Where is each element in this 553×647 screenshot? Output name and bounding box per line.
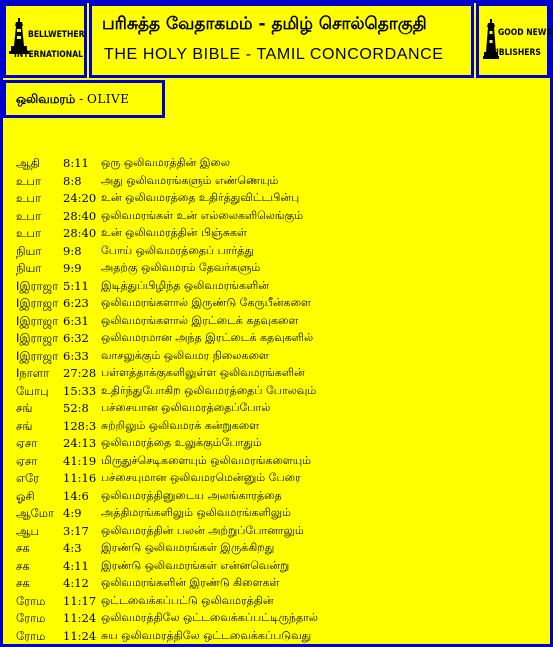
verse-book: உபா: [16, 226, 41, 240]
verse-book: சக: [16, 541, 30, 555]
verse-reference: 5:11: [63, 278, 89, 293]
bellwether-logo-line1: BELLWETHER: [28, 30, 85, 40]
verse-book: Iஇராஜா: [16, 296, 59, 310]
verse-row: [16, 244, 546, 262]
verse-row: [16, 366, 546, 384]
verse-reference: 11:16: [63, 471, 97, 485]
verse-text: இடித்துப்பிழிந்த ஒலிவமரங்களின்: [101, 278, 269, 292]
topic-separator: -: [79, 92, 84, 106]
verse-row: [16, 611, 546, 629]
verse-reference: 24:13: [63, 436, 97, 450]
verse-text: அதற்கு ஒலிவமரம் தேவர்களும்: [101, 261, 261, 274]
verse-reference: 8:8: [63, 173, 82, 188]
verse-list: [16, 156, 546, 646]
verse-book: ரோம: [16, 593, 46, 608]
verse-row: [16, 279, 546, 297]
verse-text: இரண்டு ஒலிவமரங்கள் இருக்கிறது: [101, 541, 275, 554]
verse-book: ரோம: [16, 628, 46, 643]
verse-row: [16, 629, 546, 647]
verse-reference: 6:31: [63, 313, 89, 328]
verse-book: ஓசி: [16, 488, 35, 503]
verse-book: சங்: [16, 418, 33, 433]
page-title-english: THE HOLY BIBLE - TAMIL CONCORDANCE: [104, 46, 444, 63]
verse-text: ஒலிவமரத்திலே ஒட்டவைக்கப்பட்டிருந்தால்: [101, 611, 319, 624]
verse-reference: 11:24: [63, 611, 97, 625]
verse-reference: 9:8: [63, 243, 82, 258]
verse-book: ரோம: [16, 611, 46, 625]
verse-row: [16, 209, 546, 227]
verse-text: உன் ஒலிவமரத்தை உதிர்த்துவிட்டபின்பு: [101, 191, 300, 204]
verse-reference: 9:9: [63, 261, 82, 275]
verse-book: ஏசா: [16, 453, 38, 468]
verse-row: [16, 419, 546, 437]
verse-reference: 28:40: [63, 226, 97, 240]
verse-text: பச்சையுமான ஒலிவமரமென்னும் பேரை: [101, 471, 301, 484]
verse-text: ஒலிவமரத்தை உலுக்கும்போதும்: [101, 436, 262, 449]
verse-book: உபா: [16, 173, 41, 188]
verse-row: [16, 436, 546, 454]
verse-book: சங்: [16, 401, 33, 415]
verse-book: நியா: [16, 261, 42, 275]
verse-text: ஒலிவமரமான அந்த இரட்டைக் கதவுகளில்: [101, 331, 314, 344]
verse-book: உபா: [16, 191, 41, 205]
verse-row: [16, 174, 546, 192]
verse-reference: 128:3: [63, 418, 97, 433]
verse-text: போய் ஒலிவமரத்தைப் பார்த்து: [101, 243, 254, 257]
verse-row: [16, 156, 546, 174]
verse-reference: 4:3: [63, 541, 82, 555]
verse-reference: 24:20: [63, 191, 97, 205]
verse-book: சக: [16, 576, 30, 590]
verse-row: [16, 524, 546, 542]
verse-reference: 4:9: [63, 506, 82, 520]
topic-heading: [16, 92, 129, 108]
verse-book: நியா: [16, 243, 42, 258]
verse-text: ஒலிவமரத்தினுடைய அலங்காரத்தை: [101, 488, 282, 502]
verse-reference: 41:19: [63, 453, 97, 468]
verse-text: ஒரு ஒலிவமரத்தின் இலை: [101, 156, 230, 169]
verse-text: அது ஒலிவமரங்களும் எண்ணெயும்: [101, 173, 279, 187]
verse-text: பச்சையான ஒலிவமரத்தைப்போல்: [101, 401, 271, 414]
goodnews-logo-line1: GOOD NEWS: [498, 28, 552, 38]
goodnews-logo-line2: PUBLISHERS: [487, 48, 541, 58]
verse-reference: 8:11: [63, 156, 89, 170]
verse-reference: 6:23: [63, 296, 89, 310]
verse-text: அத்திமரங்களிலும் ஒலிவமரங்களிலும்: [101, 506, 291, 519]
verse-text: சுற்றிலும் ஒலிவமரக் கன்றுகளை: [101, 418, 260, 432]
verse-book: Iஇராஜா: [16, 313, 59, 328]
verse-book: Iநாளா: [16, 366, 50, 380]
topic-english: OLIVE: [87, 92, 130, 106]
verse-row: [16, 314, 546, 332]
verse-text: ஒலிவமரத்தின் பலன் அற்றுப்போனாலும்: [101, 523, 304, 537]
verse-row: [16, 296, 546, 314]
verse-row: [16, 401, 546, 419]
title-box: [89, 3, 474, 78]
verse-book: உபா: [16, 208, 41, 223]
verse-reference: 11:24: [63, 628, 97, 643]
verse-text: மிருதுச்செடிகளையும் ஒலிவமரங்களையும்: [101, 453, 311, 467]
verse-text: உதிர்ந்துபோகிற ஒலிவமரத்தைப் போலவும்: [101, 383, 317, 397]
verse-text: ஒலிவமரங்களால் இரட்டைக் கதவுகளை: [101, 313, 299, 327]
page-title-tamil: பரிசுத்த வேதாகமம் - தமிழ் சொல்தொகுதி: [102, 14, 427, 34]
verse-book: Iஇராஜா: [16, 278, 59, 293]
verse-text: ஒட்டவைக்கப்பட்டு ஒலிவமரத்தின்: [101, 593, 274, 607]
verse-row: [16, 261, 546, 279]
verse-row: [16, 191, 546, 209]
verse-row: [16, 349, 546, 367]
verse-book: யோபு: [16, 383, 49, 398]
verse-reference: 11:17: [63, 593, 97, 608]
verse-text: உன் ஒலிவமரத்தின் பிஞ்சுகள்: [101, 226, 247, 239]
verse-book: Iஇராஜா: [16, 331, 59, 345]
verse-reference: 4:12: [63, 576, 89, 590]
verse-reference: 15:33: [63, 383, 97, 398]
verse-reference: 6:33: [63, 348, 89, 363]
verse-text: பள்ளத்தாக்குகளிலுள்ள ஒலிவமரங்களின்: [101, 366, 305, 379]
bellwether-logo-line2: INTERNATIONAL: [14, 50, 83, 60]
verse-book: ஆமோ: [16, 506, 54, 520]
topic-tamil: ஒலிவமரம்: [16, 92, 76, 106]
verse-reference: 6:32: [63, 331, 89, 345]
goodnews-logo-box: [476, 3, 550, 78]
verse-reference: 52:8: [63, 401, 89, 415]
verse-row: [16, 489, 546, 507]
verse-row: [16, 559, 546, 577]
verse-reference: 28:40: [63, 208, 97, 223]
verse-book: எரே: [16, 471, 40, 485]
verse-reference: 4:11: [63, 558, 89, 573]
verse-reference: 27:28: [63, 366, 97, 380]
verse-reference: 3:17: [63, 523, 89, 538]
verse-row: [16, 454, 546, 472]
verse-row: [16, 331, 546, 349]
bellwether-logo-box: [3, 3, 87, 78]
verse-text: இரண்டு ஒலிவமரங்கள் என்னவென்று: [101, 558, 290, 572]
verse-book: ஆப: [16, 523, 40, 538]
verse-row: [16, 506, 546, 524]
verse-book: ஏசா: [16, 436, 38, 450]
verse-book: Iஇராஜா: [16, 348, 59, 363]
verse-text: ஒலிவமரங்களின் இரண்டு கிளைகள்: [101, 576, 280, 589]
verse-text: ஒலிவமரங்களால் இருண்டு கேருபீன்களை: [101, 296, 311, 309]
verse-row: [16, 471, 546, 489]
verse-row: [16, 226, 546, 244]
verse-text: ஒலிவமரங்கள் உன் எல்லைகளிலெங்கும்: [101, 208, 304, 222]
verse-text: சுய ஒலிவமரத்திலே ஒட்டவைக்கப்படுவது: [101, 628, 312, 642]
verse-row: [16, 541, 546, 559]
verse-row: [16, 594, 546, 612]
verse-reference: 14:6: [63, 488, 89, 503]
verse-row: [16, 384, 546, 402]
verse-text: வாசலுக்கும் ஒலிவமர நிலைகளை: [101, 348, 269, 362]
verse-book: சக: [16, 558, 30, 573]
verse-book: ஆதி: [16, 156, 40, 170]
verse-row: [16, 576, 546, 594]
topic-box: [3, 80, 165, 118]
